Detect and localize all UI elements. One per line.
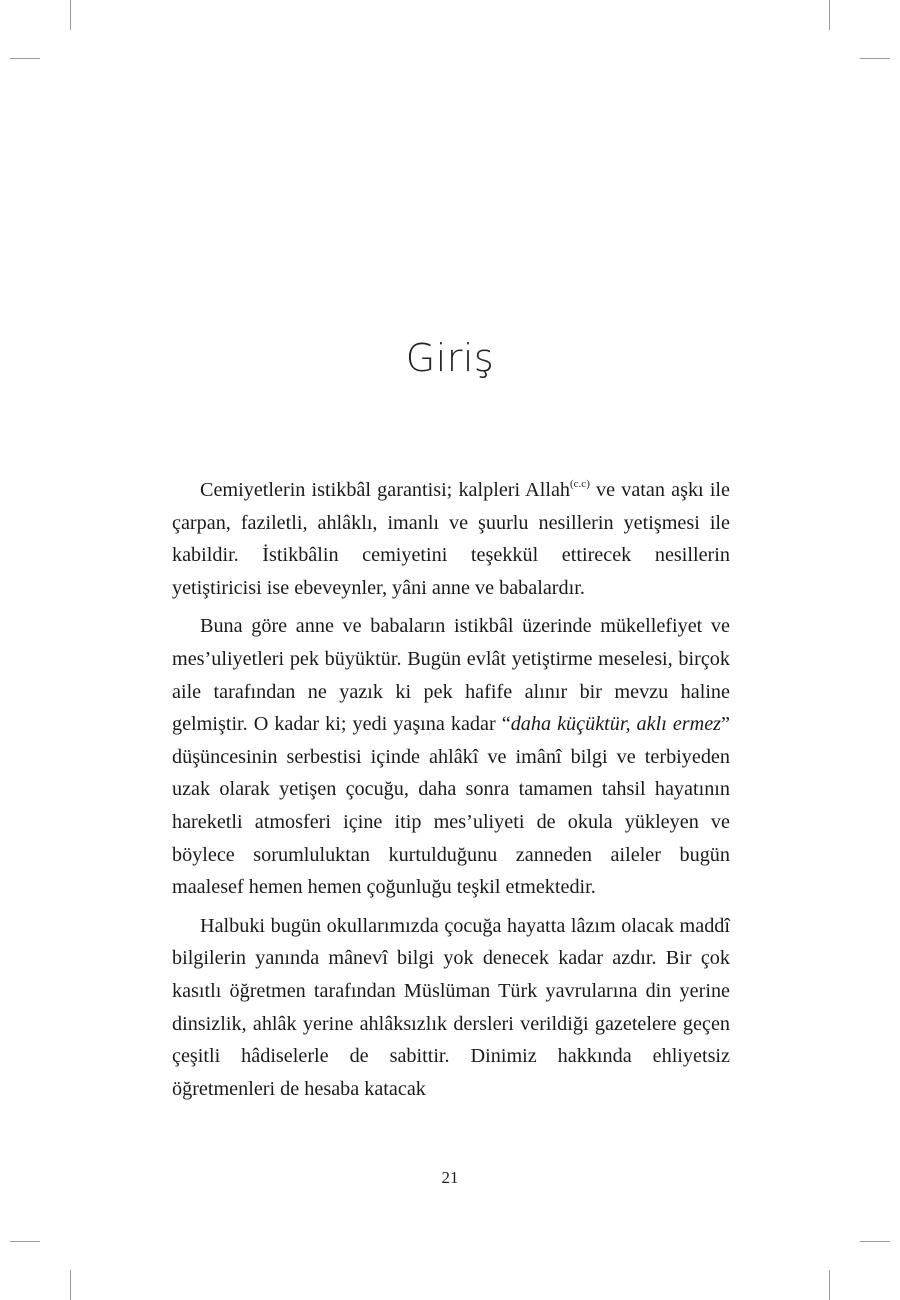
crop-mark-bottom-left xyxy=(70,1270,71,1300)
paragraph-1-text-b: ve vatan aşkı ile çarpan, faziletli, ahlâklı, imanlı ve şuurlu nesillerin yetişmesi ile kabildir. İstikbâlin cemiyetini teşekkül ettirecek nesillerin yetiştiricisi ise ebeveynler, yâni anne ve babalardır. xyxy=(172,479,730,599)
paragraph-1 xyxy=(172,474,730,604)
paragraph-3-text: Halbuki bugün okullarımızda çocuğa hayatta lâzım olacak maddî bilgilerin yanında mânevî bilgi yok denecek kadar azdır. Bir çok kasıtlı öğretmen tarafından Müslüman Türk yavrularına din yerine dinsizlik, ahlâk yerine ahlâksızlık dersleri verildiği gazetelere geçen çeşitli hâdiselerle de sabittir. Dinimiz hakkında ehliyetsiz öğretmenleri de hesaba katacak xyxy=(172,914,730,1100)
paragraph-1-text-a: Cemiyetlerin istikbâl garantisi; kalpleri Allah xyxy=(200,479,571,501)
crop-mark-bottom-right xyxy=(829,1270,830,1300)
paragraph-2 xyxy=(172,610,730,903)
crop-mark-top-left xyxy=(70,0,71,30)
paragraph-2-text-b: ” düşüncesinin serbestisi içinde ahlâkî ve imânî bilgi ve terbiyeden uzak olarak yetişen çocuğu, daha sonra tamamen tahsil hayatının hareketli atmosferi içine itip mes’uliyeti de okula yükleyen ve böylece sorumluluktan kurtulduğunu zanneden aileler bugün maalesef hemen hemen çoğunluğu teşkil etmektedir. xyxy=(172,713,731,899)
crop-mark-left-bottom xyxy=(10,1241,40,1242)
honorific-superscript: (c.c) xyxy=(570,478,590,490)
chapter-title: Giriş xyxy=(405,336,495,380)
crop-mark-top-right xyxy=(829,0,830,30)
crop-mark-left-top xyxy=(10,58,40,59)
crop-mark-right-bottom xyxy=(860,1241,890,1242)
paragraph-2-italic-quote: daha küçüktür, aklı ermez xyxy=(510,713,722,736)
paragraph-3 xyxy=(172,910,730,1106)
crop-mark-right-top xyxy=(860,58,890,59)
page-number: 21 xyxy=(441,1168,459,1187)
body-text xyxy=(172,474,730,1111)
paragraph-2-text-a: Buna göre anne ve babaların istikbâl üzerinde mükellefiyet ve mes’uliyetleri pek büyüktür. Bugün evlât yetiştirme meselesi, birçok aile tarafından ne yazık ki pek hafife alınır bir mevzu haline gelmiştir. O kadar ki; yedi yaşına kadar “ xyxy=(172,615,730,736)
